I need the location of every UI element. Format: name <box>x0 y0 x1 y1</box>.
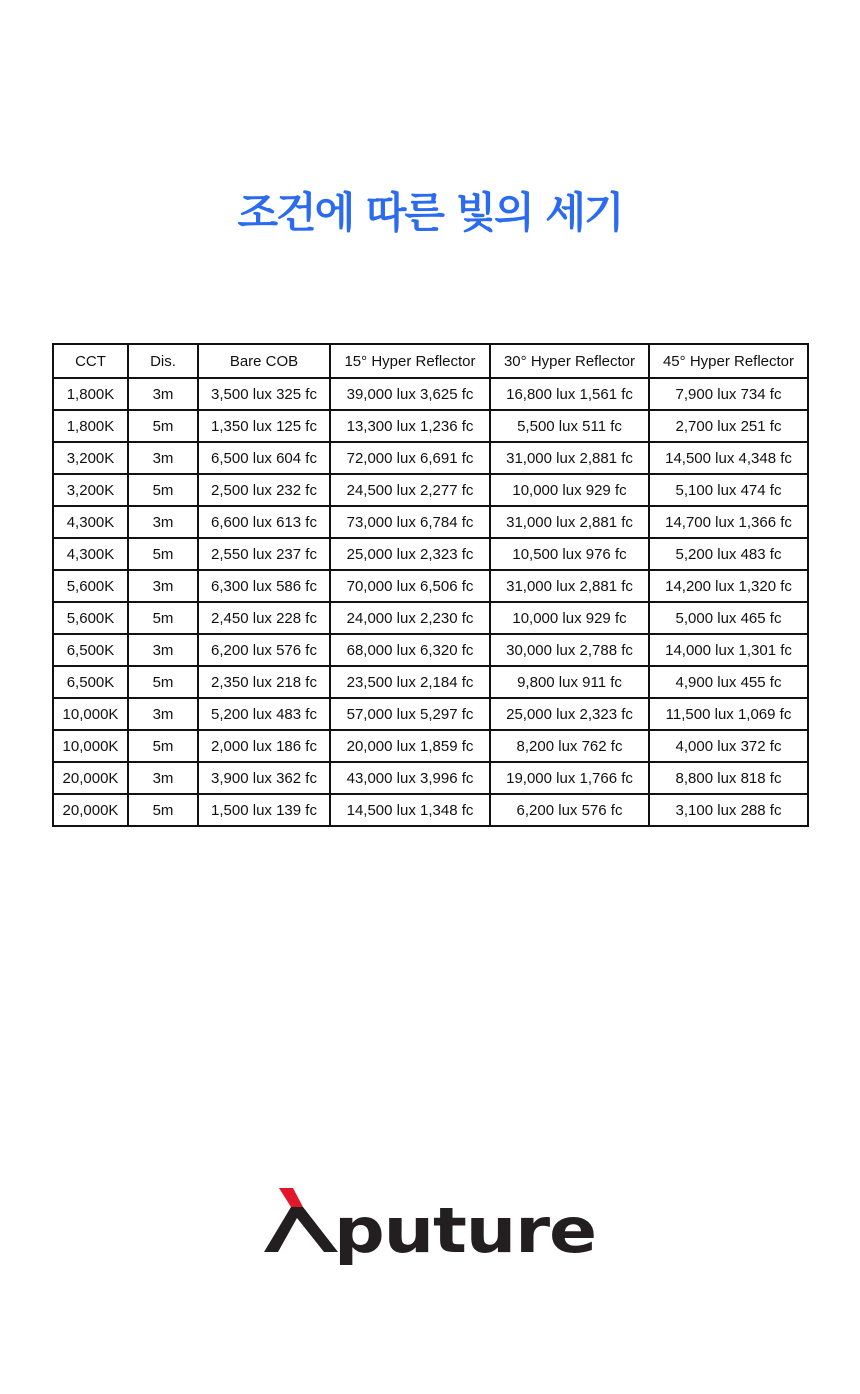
table-cell: 5m <box>128 730 198 762</box>
table-cell: 25,000 lux 2,323 fc <box>490 698 649 730</box>
table-cell: 5m <box>128 538 198 570</box>
table-cell: 5,000 lux 465 fc <box>649 602 808 634</box>
header-row <box>53 344 808 378</box>
table-cell: 4,900 lux 455 fc <box>649 666 808 698</box>
table-cell: 3,200K <box>53 442 128 474</box>
table-header <box>53 344 808 378</box>
table-row <box>53 666 808 698</box>
table-row <box>53 602 808 634</box>
table-cell: 3,900 lux 362 fc <box>198 762 330 794</box>
table-cell: 7,900 lux 734 fc <box>649 378 808 410</box>
table-cell: 6,200 lux 576 fc <box>490 794 649 826</box>
table-row <box>53 410 808 442</box>
header-cell: Dis. <box>128 344 198 378</box>
table-row <box>53 538 808 570</box>
table-cell: 3m <box>128 442 198 474</box>
table-cell: 14,500 lux 1,348 fc <box>330 794 490 826</box>
table-cell: 14,700 lux 1,366 fc <box>649 506 808 538</box>
table-cell: 5,100 lux 474 fc <box>649 474 808 506</box>
light-intensity-table <box>52 343 809 827</box>
table-cell: 39,000 lux 3,625 fc <box>330 378 490 410</box>
logo-accent-mark <box>279 1188 303 1207</box>
table-row <box>53 506 808 538</box>
table-cell: 3m <box>128 570 198 602</box>
table-row <box>53 474 808 506</box>
table-cell: 72,000 lux 6,691 fc <box>330 442 490 474</box>
table-cell: 9,800 lux 911 fc <box>490 666 649 698</box>
table-cell: 8,800 lux 818 fc <box>649 762 808 794</box>
table-cell: 3m <box>128 378 198 410</box>
table-cell: 16,800 lux 1,561 fc <box>490 378 649 410</box>
table-cell: 5m <box>128 410 198 442</box>
table-cell: 6,600 lux 613 fc <box>198 506 330 538</box>
table-cell: 2,700 lux 251 fc <box>649 410 808 442</box>
table-row <box>53 378 808 410</box>
table-cell: 6,500K <box>53 634 128 666</box>
table-cell: 6,200 lux 576 fc <box>198 634 330 666</box>
table-cell: 2,350 lux 218 fc <box>198 666 330 698</box>
table-row <box>53 762 808 794</box>
table-cell: 1,800K <box>53 378 128 410</box>
table-cell: 30,000 lux 2,788 fc <box>490 634 649 666</box>
table-row <box>53 442 808 474</box>
table-cell: 3m <box>128 506 198 538</box>
table-cell: 2,000 lux 186 fc <box>198 730 330 762</box>
table-cell: 31,000 lux 2,881 fc <box>490 442 649 474</box>
table-row <box>53 794 808 826</box>
table-cell: 25,000 lux 2,323 fc <box>330 538 490 570</box>
table-cell: 20,000 lux 1,859 fc <box>330 730 490 762</box>
table-cell: 6,500K <box>53 666 128 698</box>
aputure-logo <box>258 1180 603 1276</box>
table-cell: 31,000 lux 2,881 fc <box>490 506 649 538</box>
table-cell: 20,000K <box>53 794 128 826</box>
table-cell: 5m <box>128 602 198 634</box>
table-cell: 73,000 lux 6,784 fc <box>330 506 490 538</box>
table-cell: 2,500 lux 232 fc <box>198 474 330 506</box>
table-body <box>53 378 808 826</box>
table-cell: 23,500 lux 2,184 fc <box>330 666 490 698</box>
table-row <box>53 634 808 666</box>
table-cell: 6,300 lux 586 fc <box>198 570 330 602</box>
table-cell: 1,350 lux 125 fc <box>198 410 330 442</box>
table-cell: 6,500 lux 604 fc <box>198 442 330 474</box>
table-cell: 4,000 lux 372 fc <box>649 730 808 762</box>
table-cell: 70,000 lux 6,506 fc <box>330 570 490 602</box>
page-title: 조건에 따른 빛의 세기 <box>237 188 623 237</box>
table-cell: 2,550 lux 237 fc <box>198 538 330 570</box>
table-cell: 5m <box>128 666 198 698</box>
table-row <box>53 698 808 730</box>
table-cell: 10,000K <box>53 730 128 762</box>
table-cell: 5m <box>128 794 198 826</box>
table-cell: 20,000K <box>53 762 128 794</box>
table-cell: 14,000 lux 1,301 fc <box>649 634 808 666</box>
table-cell: 3m <box>128 762 198 794</box>
table-cell: 3,500 lux 325 fc <box>198 378 330 410</box>
table-cell: 14,200 lux 1,320 fc <box>649 570 808 602</box>
table-cell: 10,000 lux 929 fc <box>490 474 649 506</box>
table-cell: 2,450 lux 228 fc <box>198 602 330 634</box>
table-row <box>53 570 808 602</box>
header-cell: CCT <box>53 344 128 378</box>
table-cell: 5,600K <box>53 602 128 634</box>
table-cell: 8,200 lux 762 fc <box>490 730 649 762</box>
table-cell: 31,000 lux 2,881 fc <box>490 570 649 602</box>
table-cell: 19,000 lux 1,766 fc <box>490 762 649 794</box>
table-cell: 43,000 lux 3,996 fc <box>330 762 490 794</box>
table-cell: 3,200K <box>53 474 128 506</box>
logo-letter-a <box>264 1207 338 1252</box>
header-cell: 30° Hyper Reflector <box>490 344 649 378</box>
table-cell: 1,800K <box>53 410 128 442</box>
table-cell: 11,500 lux 1,069 fc <box>649 698 808 730</box>
table-cell: 5,200 lux 483 fc <box>198 698 330 730</box>
table-cell: 3m <box>128 634 198 666</box>
table-cell: 4,300K <box>53 538 128 570</box>
table-cell: 24,500 lux 2,277 fc <box>330 474 490 506</box>
header-cell: 15° Hyper Reflector <box>330 344 490 378</box>
table-cell: 14,500 lux 4,348 fc <box>649 442 808 474</box>
table-cell: 24,000 lux 2,230 fc <box>330 602 490 634</box>
table-cell: 1,500 lux 139 fc <box>198 794 330 826</box>
table-row <box>53 730 808 762</box>
table-cell: 3m <box>128 698 198 730</box>
header-cell: Bare COB <box>198 344 330 378</box>
table-cell: 68,000 lux 6,320 fc <box>330 634 490 666</box>
table-cell: 10,000K <box>53 698 128 730</box>
table-cell: 5m <box>128 474 198 506</box>
table-cell: 13,300 lux 1,236 fc <box>330 410 490 442</box>
table-cell: 10,500 lux 976 fc <box>490 538 649 570</box>
table-cell: 57,000 lux 5,297 fc <box>330 698 490 730</box>
table-cell: 5,200 lux 483 fc <box>649 538 808 570</box>
table-cell: 5,500 lux 511 fc <box>490 410 649 442</box>
table-cell: 3,100 lux 288 fc <box>649 794 808 826</box>
table-cell: 4,300K <box>53 506 128 538</box>
table-cell: 10,000 lux 929 fc <box>490 602 649 634</box>
header-cell: 45° Hyper Reflector <box>649 344 808 378</box>
logo-wordmark-rest: puture <box>334 1194 596 1267</box>
table-cell: 5,600K <box>53 570 128 602</box>
